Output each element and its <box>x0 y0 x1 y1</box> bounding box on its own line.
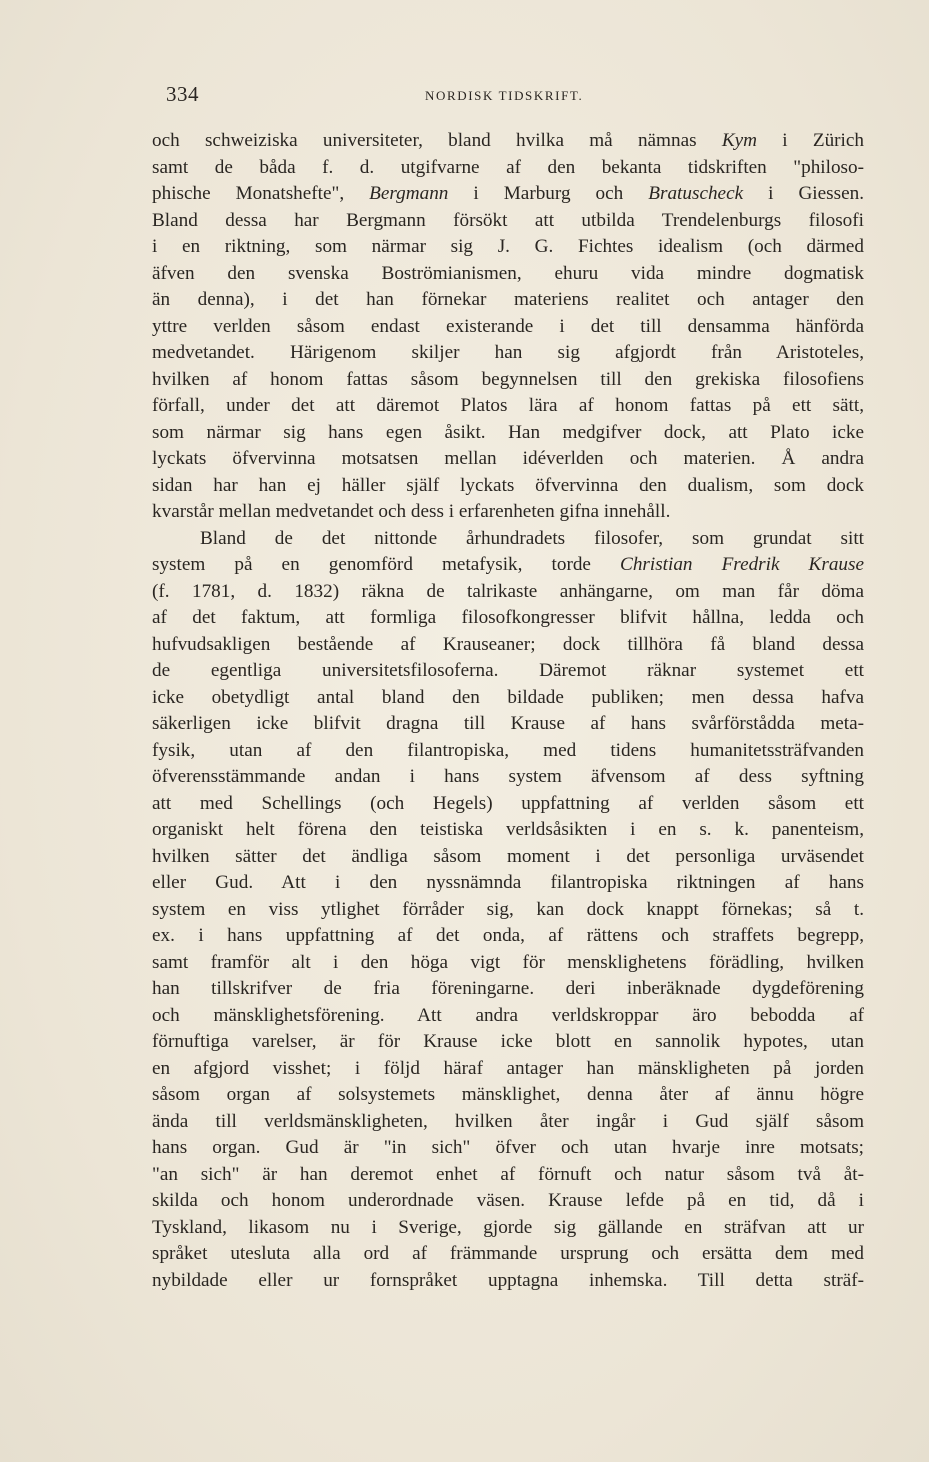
text-line <box>152 526 864 553</box>
text-segment: äfven den svenska Boströmianismen, ehuru vida mindre dogmatisk <box>152 262 864 284</box>
text-line <box>152 155 864 182</box>
italic-name: Christian Fredrik Krause <box>620 554 864 575</box>
text-line <box>152 1268 864 1295</box>
text-segment: organiskt helt förena den teistiska verldsåsikten i en s. k. panenteism, <box>152 819 864 840</box>
text-line <box>152 1109 864 1136</box>
italic-name: Bergmann <box>369 183 449 204</box>
text-line <box>152 473 864 500</box>
text-segment: (f. 1781, d. 1832) räkna de talrikaste anhängarne, om man får döma <box>152 580 864 602</box>
text-line <box>152 791 864 818</box>
text-segment: i en riktning, som närmar sig J. G. Fichtes idealism (och därmed <box>152 236 864 257</box>
text-segment: än denna), i det han förnekar materiens realitet och antager den <box>152 289 864 310</box>
text-segment: Bland dessa har Bergmann försökt att utbilda Trendelenburgs filosofi <box>152 209 864 231</box>
text-segment: Tyskland, likasom nu i Sverige, gjorde sig gällande en sträfvan att ur <box>152 1216 864 1238</box>
text-segment: en afgjord visshet; i följd häraf antager han mänskligheten på jorden <box>152 1057 864 1079</box>
text-segment: språket utesluta alla ord af främmande ursprung och ersätta dem med <box>152 1243 864 1264</box>
text-segment: han tillskrifver de fria föreningarne. deri inberäknade dygdeförening <box>152 978 864 999</box>
text-line <box>152 234 864 261</box>
text-segment: eller Gud. Att i den nyssnämnda filantropiska riktningen af hans <box>152 872 864 893</box>
text-line <box>152 923 864 950</box>
text-line <box>152 393 864 420</box>
text-line <box>152 1241 864 1268</box>
text-line <box>152 1188 864 1215</box>
text-segment: öfverensstämmande andan i hans system äfvensom af dess syftning <box>152 766 864 787</box>
text-line <box>152 552 864 579</box>
text-segment: lyckats öfvervinna motsatsen mellan idéverlden och materien. Å andra <box>152 448 864 469</box>
text-segment: förnuftiga varelser, är för Krause icke blott en sannolik hypotes, utan <box>152 1031 864 1052</box>
text-segment: Bland de det nittonde århundradets filosofer, som grundat sitt <box>200 527 864 549</box>
text-segment: i Marburg och <box>448 183 649 204</box>
text-line <box>152 499 864 526</box>
italic-name: Bratuscheck <box>648 183 744 204</box>
text-line <box>152 605 864 632</box>
text-segment: hans organ. Gud är "in sich" öfver och utan hvarje inre motsats; <box>152 1137 864 1158</box>
text-line <box>152 1082 864 1109</box>
text-line <box>152 446 864 473</box>
text-segment: i Giessen. <box>743 183 864 204</box>
text-line <box>152 950 864 977</box>
text-line <box>152 1162 864 1189</box>
text-line <box>152 976 864 1003</box>
text-segment: ända till verldsmänskligheten, hvilken åter ingår i Gud själf såsom <box>152 1110 864 1132</box>
text-line <box>152 897 864 924</box>
text-segment: hvilken sätter det ändliga såsom moment i det personliga urväsendet <box>152 845 864 867</box>
text-line <box>152 181 864 208</box>
text-segment: kvarstår mellan medvetandet och dess i erfarenheten gifna innehåll. <box>152 501 671 522</box>
text-segment: säkerligen icke blifvit dragna till Krause af hans svårförstådda meta- <box>152 713 864 734</box>
text-line <box>152 1135 864 1162</box>
page-header <box>152 82 864 110</box>
text-line <box>152 844 864 871</box>
text-line <box>152 685 864 712</box>
text-line <box>152 658 864 685</box>
text-segment: samt framför alt i den höga vigt för mensklighetens förädling, hvilken <box>152 951 864 973</box>
text-line <box>152 817 864 844</box>
body-text <box>152 128 864 1294</box>
text-line <box>152 870 864 897</box>
text-segment: "an sich" är han deremot enhet af förnuft och natur såsom två åt- <box>152 1163 864 1185</box>
text-segment: samt de båda f. d. utgifvarne af den bekanta tidskriften "philoso- <box>152 156 864 178</box>
italic-name: Kym <box>721 130 757 151</box>
text-segment: icke obetydligt antal bland den bildade publiken; men dessa hafva <box>152 686 864 708</box>
text-segment: såsom organ af solsystemets mänsklighet, denna åter af ännu högre <box>152 1084 864 1105</box>
text-line <box>152 1056 864 1083</box>
text-segment: ex. i hans uppfattning af det onda, af rättens och straffets begrepp, <box>152 925 864 946</box>
text-line <box>152 420 864 447</box>
text-line <box>152 314 864 341</box>
text-segment: skilda och honom underordnade väsen. Krause lefde på en tid, då i <box>152 1190 864 1211</box>
text-segment: fysik, utan af den filantropiska, med tidens humanitetssträfvanden <box>152 739 864 761</box>
text-segment: förfall, under det att däremot Platos lära af honom fattas på ett sätt, <box>152 395 864 416</box>
page-number: 334 <box>166 82 199 106</box>
text-segment: phische Monatshefte", <box>152 183 370 204</box>
text-segment: system på en genomförd metafysik, torde <box>152 554 621 575</box>
text-segment: af det faktum, att formliga filosofkongresser blifvit hållna, ledda och <box>152 607 864 628</box>
text-segment: och schweiziska universiteter, bland hvilka må nämnas <box>152 130 722 151</box>
text-segment: yttre verlden såsom endast existerande i det till densamma hänförda <box>152 315 864 337</box>
text-segment: i Zürich <box>757 130 864 151</box>
text-line <box>152 711 864 738</box>
text-line <box>152 1003 864 1030</box>
text-line <box>152 340 864 367</box>
text-line <box>152 261 864 288</box>
text-segment: och mänsklighetsförening. Att andra verldskroppar äro bebodda af <box>152 1004 864 1026</box>
text-line <box>152 367 864 394</box>
text-segment: system en viss ytlighet förråder sig, kan dock knappt förnekas; så t. <box>152 898 864 920</box>
text-segment: hvilken af honom fattas såsom begynnelsen till den grekiska filosofiens <box>152 368 864 390</box>
running-head: NORDISK TIDSKRIFT. <box>425 88 584 103</box>
text-line <box>152 128 864 155</box>
text-segment: hufvudsakligen bestående af Krauseaner; dock tillhöra få bland dessa <box>152 633 864 655</box>
text-line <box>152 208 864 235</box>
text-segment: att med Schellings (och Hegels) uppfattning af verlden såsom ett <box>152 792 864 814</box>
text-segment: medvetandet. Härigenom skiljer han sig afgjordt från Aristoteles, <box>152 342 864 363</box>
text-segment: som närmar sig hans egen åsikt. Han medgifver dock, att Plato icke <box>152 421 864 443</box>
text-segment: de egentliga universitetsfilosoferna. Däremot räknar systemet ett <box>152 660 864 681</box>
text-line <box>152 632 864 659</box>
text-line <box>152 764 864 791</box>
text-line <box>152 287 864 314</box>
text-line <box>152 1215 864 1242</box>
text-line <box>152 579 864 606</box>
text-segment: sidan har han ej häller själf lyckats öfvervinna den dualism, som dock <box>152 474 864 496</box>
text-line <box>152 738 864 765</box>
text-line <box>152 1029 864 1056</box>
text-segment: nybildade eller ur fornspråket upptagna inhemska. Till detta sträf- <box>152 1269 864 1291</box>
